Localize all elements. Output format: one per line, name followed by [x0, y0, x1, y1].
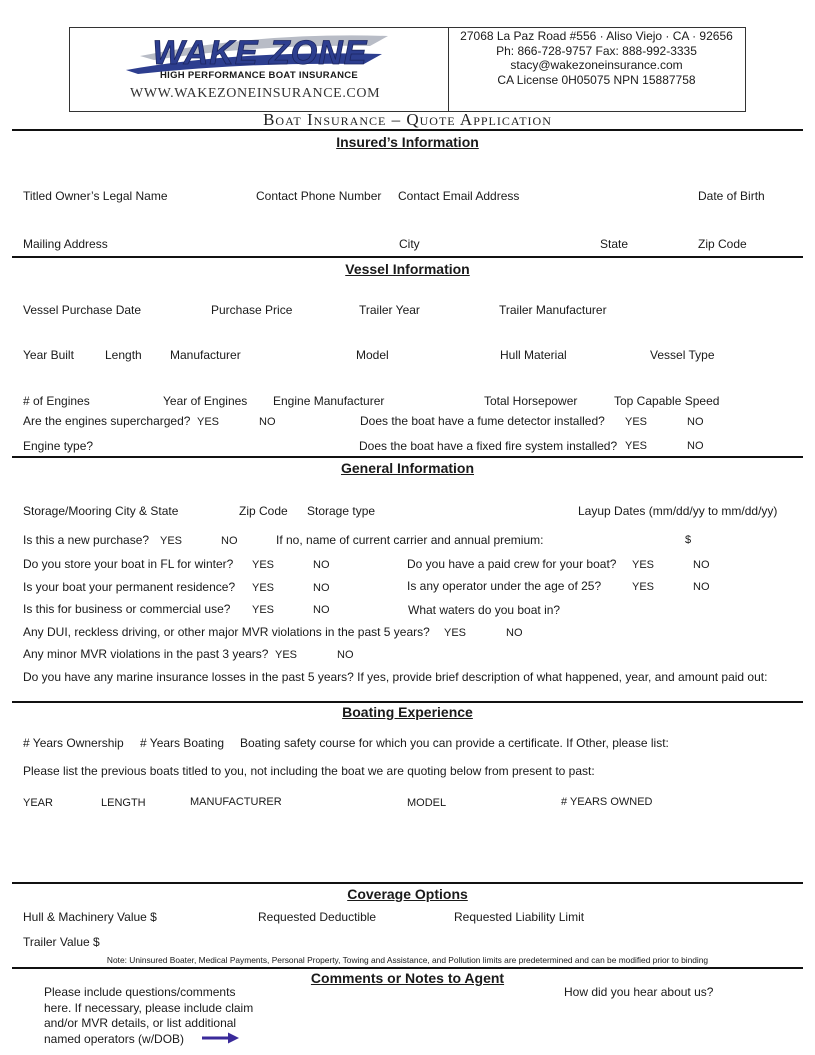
residence-no[interactable]: NO	[313, 582, 330, 594]
vessel-heading: Vessel Information	[345, 261, 470, 277]
phone-label[interactable]: Contact Phone Number	[256, 189, 382, 203]
phone-fax: Ph: 866-728-9757 Fax: 888-992-3335	[496, 43, 697, 58]
coverage-note: Note: Uninsured Boater, Medical Payments, Personal Property, Towing and Assistance, and Pollution limits are predetermined and can be modified prior to binding	[106, 955, 709, 965]
years-ownership-label[interactable]: # Years Ownership	[23, 736, 124, 750]
total-hp-label[interactable]: Total Horsepower	[484, 394, 578, 408]
waters-question[interactable]: What waters do you boat in?	[408, 603, 561, 617]
trailer-year-label[interactable]: Trailer Year	[359, 303, 420, 317]
address: 27068 La Paz Road #556 · Aliso Viejo · CA · 92656	[460, 29, 733, 43]
new-purchase-yes[interactable]: YES	[160, 535, 183, 547]
fire-yes[interactable]: YES	[625, 440, 648, 452]
experience-heading: Boating Experience	[342, 704, 473, 720]
section-rule	[12, 129, 803, 131]
previous-boats-instruction: Please list the previous boats titled to you, not including the boat we are quoting below from present to past:	[23, 764, 595, 778]
supercharged-no[interactable]: NO	[259, 416, 276, 428]
supercharged-yes[interactable]: YES	[197, 416, 220, 428]
general-heading: General Information	[340, 460, 475, 476]
form-title: Boat Insurance – Quote Application	[263, 110, 552, 129]
year-built-label[interactable]: Year Built	[23, 348, 74, 362]
contact-block	[449, 29, 744, 87]
losses-question[interactable]: Do you have any marine insurance losses in the past 5 years? If yes, provide brief description of what happened, year, and amount paid out:	[23, 670, 768, 684]
zip-label[interactable]: Zip Code	[698, 237, 747, 251]
section-rule	[12, 967, 803, 969]
logo-tagline: HIGH PERFORMANCE BOAT INSURANCE	[160, 70, 359, 81]
residence-question: Is your boat your permanent residence?	[23, 580, 236, 594]
dui-no[interactable]: NO	[506, 627, 523, 639]
new-purchase-no[interactable]: NO	[221, 535, 238, 547]
arrow-right-icon	[202, 1032, 240, 1044]
deductible-label[interactable]: Requested Deductible	[258, 910, 377, 924]
comments-heading: Comments or Notes to Agent	[310, 970, 505, 986]
city-label[interactable]: City	[399, 237, 420, 251]
year-engines-label[interactable]: Year of Engines	[163, 394, 248, 408]
col-manufacturer: MANUFACTURER	[190, 796, 282, 808]
legal-name-label[interactable]: Titled Owner’s Legal Name	[23, 189, 168, 203]
col-model: MODEL	[407, 797, 447, 809]
comments-line: here. If necessary, please include claim	[44, 1000, 254, 1015]
col-year: YEAR	[23, 797, 53, 809]
fl-winter-question: Do you store your boat in FL for winter?	[23, 557, 234, 571]
purchase-price-label[interactable]: Purchase Price	[211, 303, 293, 317]
website-url: WWW.WAKEZONEINSURANCE.COM	[130, 86, 381, 101]
section-rule	[12, 456, 803, 458]
premium-dollar: $	[685, 534, 692, 546]
years-boating-label[interactable]: # Years Boating	[140, 736, 225, 750]
trailer-manufacturer-label[interactable]: Trailer Manufacturer	[499, 303, 607, 317]
num-engines-label[interactable]: # of Engines	[23, 394, 90, 408]
operator-25-no[interactable]: NO	[693, 581, 710, 593]
state-label[interactable]: State	[600, 237, 629, 251]
fume-yes[interactable]: YES	[625, 416, 648, 428]
section-rule	[12, 701, 803, 703]
insured-heading: Insured’s Information	[336, 134, 479, 150]
fire-question: Does the boat have a fixed fire system installed?	[359, 439, 618, 453]
comments-line: and/or MVR details, or list additional	[44, 1016, 237, 1030]
hear-about-label[interactable]: How did you hear about us?	[564, 985, 714, 999]
minor-mvr-yes[interactable]: YES	[275, 649, 298, 661]
dui-question: Any DUI, reckless driving, or other major MVR violations in the past 5 years?	[23, 625, 430, 639]
comments-line: Please include questions/comments	[44, 985, 236, 999]
storage-zip-label[interactable]: Zip Code	[239, 504, 288, 518]
vessel-type-label[interactable]: Vessel Type	[650, 348, 715, 362]
engine-manufacturer-label[interactable]: Engine Manufacturer	[273, 394, 385, 408]
residence-yes[interactable]: YES	[252, 582, 275, 594]
fire-no[interactable]: NO	[687, 440, 704, 452]
email: stacy@wakezoneinsurance.com	[510, 58, 683, 72]
dui-yes[interactable]: YES	[444, 627, 467, 639]
liability-label[interactable]: Requested Liability Limit	[454, 910, 585, 924]
supercharged-question: Are the engines supercharged?	[23, 414, 191, 428]
comments-line: named operators (w/DOB)	[44, 1031, 185, 1046]
dob-label[interactable]: Date of Birth	[698, 189, 765, 203]
engine-type-label[interactable]: Engine type?	[23, 439, 94, 453]
hull-value-label[interactable]: Hull & Machinery Value $	[23, 910, 157, 924]
business-yes[interactable]: YES	[252, 604, 275, 616]
fume-no[interactable]: NO	[687, 416, 704, 428]
minor-mvr-question: Any minor MVR violations in the past 3 years?	[23, 647, 269, 661]
logo-text: WAKE ZONE	[152, 34, 368, 72]
business-question: Is this for business or commercial use?	[23, 602, 231, 616]
fume-question: Does the boat have a fume detector installed?	[360, 414, 605, 428]
current-carrier-question[interactable]: If no, name of current carrier and annual premium:	[276, 533, 544, 547]
storage-type-label[interactable]: Storage type	[307, 504, 376, 518]
fl-winter-yes[interactable]: YES	[252, 559, 275, 571]
safety-course-label[interactable]: Boating safety course for which you can provide a certificate. If Other, please list:	[240, 736, 669, 750]
operator-25-yes[interactable]: YES	[632, 581, 655, 593]
hull-material-label[interactable]: Hull Material	[500, 348, 567, 362]
license: CA License 0H05075 NPN 15887758	[497, 72, 696, 87]
storage-city-state-label[interactable]: Storage/Mooring City & State	[23, 504, 179, 518]
col-length: LENGTH	[101, 797, 146, 809]
model-label[interactable]: Model	[356, 348, 389, 362]
length-label[interactable]: Length	[105, 348, 142, 362]
manufacturer-label[interactable]: Manufacturer	[170, 348, 241, 362]
email-label[interactable]: Contact Email Address	[398, 189, 520, 203]
paid-crew-no[interactable]: NO	[693, 559, 710, 571]
col-years-owned: # YEARS OWNED	[561, 796, 653, 808]
operator-25-question: Is any operator under the age of 25?	[407, 579, 602, 593]
layup-dates-label[interactable]: Layup Dates (mm/dd/yy to mm/dd/yy)	[578, 504, 778, 518]
trailer-value-label[interactable]: Trailer Value $	[23, 935, 100, 949]
fl-winter-no[interactable]: NO	[313, 559, 330, 571]
purchase-date-label[interactable]: Vessel Purchase Date	[23, 303, 142, 317]
section-rule	[12, 882, 803, 884]
paid-crew-question: Do you have a paid crew for your boat?	[407, 557, 617, 571]
paid-crew-yes[interactable]: YES	[632, 559, 655, 571]
new-purchase-question: Is this a new purchase?	[23, 533, 150, 547]
section-rule	[12, 256, 803, 258]
coverage-heading: Coverage Options	[347, 886, 468, 902]
business-no[interactable]: NO	[313, 604, 330, 616]
minor-mvr-no[interactable]: NO	[337, 649, 354, 661]
mailing-address-label[interactable]: Mailing Address	[23, 237, 108, 251]
top-speed-label[interactable]: Top Capable Speed	[614, 394, 720, 408]
